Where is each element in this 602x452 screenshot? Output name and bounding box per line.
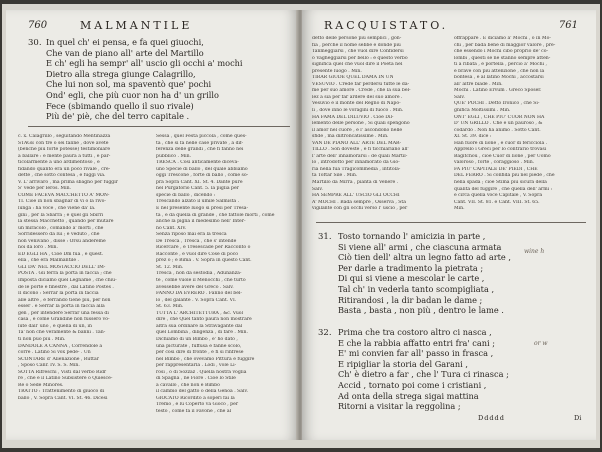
note-line: a ballare : e mente paura a tutti , e par- <box>18 153 111 159</box>
verse-line: E che la rabbia affatto entri fra' cani ; <box>338 337 496 348</box>
note-line: uno Specie di ballo , del quale abbiamo <box>156 166 248 172</box>
note-line: Apprello i Greci per lo contrario trovasi <box>454 147 547 153</box>
note-line: testo , come fa il Favone , che al <box>156 408 232 414</box>
right-page <box>302 10 596 440</box>
note-line: lo , del galante . V. Sopra Cant. VI. <box>156 297 237 303</box>
note-line: Cant. VII. St. 81. e Cant. VIII. St. 65. <box>454 199 540 205</box>
note-line: Min. <box>454 206 465 212</box>
note-line: GIOCATO Ricordito a soperi fai la <box>156 395 235 401</box>
note-line: V. L' arrivaro , ma prima sbagnò per fuggir <box>18 179 118 185</box>
note-line: S' vede per Ieros. Min. <box>18 186 71 192</box>
verse-line: Fece (sbimando quello il suo rivale) <box>46 100 194 111</box>
handwritten-margin-note-2: or w <box>534 340 548 347</box>
note-line: Ricercare , e Tresescade per Raccontò o <box>156 245 251 251</box>
note-line: casa , e come Grandine non fussero vo- <box>18 317 110 323</box>
catchword: Di <box>574 414 582 422</box>
verse-line: Ritorni a visitar la reggolina ; <box>338 401 461 412</box>
note-line: rosi , o di Sozzaz . Quella nostra voglia <box>156 369 247 375</box>
note-line: una picturate , fuffusa e fanne scolo, <box>156 343 242 349</box>
verse-line: Tosto tornando l' amicizia in parte , <box>338 231 486 241</box>
stanza-32 <box>338 327 509 412</box>
note-line: VAN DE PIANO ALL' ARTE DEL MAR- <box>312 140 402 146</box>
note-line: A' MOCHI . Bada sempre , Osserva , Sta <box>312 199 406 205</box>
notes-column-right-1 <box>312 36 450 213</box>
note-line: qualità del fuggire , che quella dell' armi : <box>454 186 553 192</box>
note-line: ED EGLI HA , Cioè Dm fua , e quest. <box>18 251 104 257</box>
note-line: ticolarmente a uno ardimentoso , e <box>18 160 100 166</box>
note-line: COME FACEVA MACCHETTO A' MON- <box>18 192 110 198</box>
note-line: D' UN GRILLO . Che è un pauroso , & <box>454 121 543 127</box>
note-line: XI. St. 39. dice : <box>454 134 492 140</box>
verse-line: Per darle a tradimento la pietrata ; <box>338 262 484 273</box>
left-page <box>6 10 298 440</box>
note-line: prez o ; e Bima . V. Sopra in questo Cant. <box>156 258 252 264</box>
note-line: Impostà diciamo quel Legname , che chiu- <box>18 278 117 284</box>
note-line: Ta' non che veramente & banni . Tan- <box>18 330 106 336</box>
stanza-31 <box>338 231 511 316</box>
note-line: lombi , questi se ne stanno sempre atten- <box>454 55 551 61</box>
note-line: avessebbe avere del Greco . Salv. <box>156 284 234 290</box>
note-line: , Sposo Canr. IV. S. S. Min. <box>18 363 80 369</box>
verse-line: Tal ch' in vederla tanto scompigliata , <box>338 283 495 294</box>
note-line: TRESCA . Così anticamente diceva- <box>156 160 239 166</box>
note-line: Salv. <box>312 186 323 192</box>
note-line: re , che è il Latino Subsistere o Quiesce- <box>18 376 113 382</box>
note-line: lute dall' uno , e quella di un, in <box>18 323 92 329</box>
note-line: fidando quanto era un poco rivale , cre- <box>18 166 111 172</box>
running-head-right: RACQUISTATO. <box>324 19 449 32</box>
note-line: pra Sopra Cant. XI. St. 4. Dante pure <box>156 179 243 185</box>
note-line: GLI DA' NEL MOSTACCIO DELL' IM- <box>18 264 106 270</box>
open-book <box>2 4 600 448</box>
note-line: specie di ballo , dicendo : <box>156 192 216 198</box>
note-line: corre . Latino Si vox pede- . Un <box>18 350 91 356</box>
note-line: ti a ribata , e portella , perciò a' Mochi , <box>454 62 547 68</box>
note-line: St. 63. Min. <box>156 304 184 310</box>
note-line: Bagitchou , cioè Cuor di lione , per Uomo <box>454 153 551 159</box>
verse-line: Che van de piano all' arte del Martillo <box>46 47 204 58</box>
note-line: noi da loro . Min. <box>18 245 58 251</box>
verse-line: Dietro alla strega giunge Calagrillo, <box>46 68 196 79</box>
note-line: dette , che sotto contesa , e fuggi via. <box>18 173 106 179</box>
note-line: HA FAMA DEL DILUVIO . Cioè Dil- <box>312 114 394 120</box>
note-line: offrappare . E diciamo a' Mochi , o in Mo- <box>454 36 551 41</box>
note-line: Vesuvio è il monte del Regno di Napo- <box>312 101 401 107</box>
note-line: Han fuore di lione , e cuor di fericciola . <box>454 140 548 146</box>
note-line: Mochi . Latino Ervum . Greco Sposer. <box>454 88 542 94</box>
note-line: e circa quella voce Capitale , V. Sopra <box>454 193 543 199</box>
note-line: FANNO DA EVRERO . Fanno del bel- <box>156 291 242 297</box>
note-line: FA PIU' CAPITALE DE' PIEDI , CHE <box>454 166 538 172</box>
note-line: esser . e Serrar la porta in faccia alla <box>18 304 105 310</box>
note-line: VESUVIO . Crede far perdersi tutte le da- <box>312 81 410 87</box>
note-line: codardo . Non ha animo . Sotto Cant. <box>454 127 541 133</box>
verse-line: In quel ch' ei pensa, e fa quei giuochi, <box>46 37 204 47</box>
verse-line: Basta , basta , non più , dentro le lame . <box>338 305 504 316</box>
note-line: detto delle persone più semplici , gon- <box>312 36 402 41</box>
note-line: DANDOLE A CANNA , Correndole a <box>18 343 103 349</box>
note-line: TRATTO : Trattenimento di giuoco di <box>18 389 105 395</box>
stanza-number-32: 32. <box>318 328 332 338</box>
note-line: TI. Cioè in non sbagnar di vi o la rivo- <box>18 199 106 205</box>
note-line: chi , per bada bene di maggior valore , pre- <box>454 42 556 48</box>
note-line: di Spagna , ne Fiore . Cioè lo Stile <box>156 376 236 382</box>
note-line: te , come vuole il Menocchi , che turto <box>156 278 246 284</box>
verse-line: Accid , tornato poi come i cristiani , <box>338 379 487 390</box>
note-line: De Tresca , Tresca , che s' intende <box>156 238 237 244</box>
note-line: nel Bimbo , che ovevamo Pittura e fuggire <box>156 356 255 362</box>
note-line: anche la piglia il medesimo nell' Inter- <box>156 219 246 225</box>
note-line: lo , introdotto per innamorato da Gio- <box>312 160 400 166</box>
note-line: E nel presente luogo si presi per Tresa- <box>156 206 249 212</box>
note-line: Tremo , e lu Coperto va Gioco , per <box>156 402 239 408</box>
verse-line: Ch' è dietro a far , che l' Tura ci rinasca ; <box>338 369 509 380</box>
verse-line: Di qui si viene a mescolar le carte , <box>338 273 485 284</box>
note-line: TILLO . Son doveste , e fi ticchiariano all' <box>312 147 409 153</box>
note-line: ta Toftar Sile . Min. <box>312 173 358 179</box>
note-line: presente luogo . Min. <box>312 68 362 74</box>
note-line: HA SEMPRE ALL' USCIO GLI OCCHI <box>312 193 400 199</box>
verse-line: Prima che tra costoro altro ci nasca , <box>338 327 492 337</box>
note-line: Sorridessero da lui ; e veduto , che <box>18 232 100 238</box>
note-line: il amor nel cuore , e l' ascondono nelle <box>312 127 403 133</box>
verse-notes-divider-left <box>28 126 290 127</box>
note-line: Sessa , quel Festa piccola , come ques- <box>156 134 247 139</box>
stanza-30 <box>46 37 243 122</box>
verse-line: Ritirandosi , la dir badan le dame ; <box>338 294 483 305</box>
note-line: Tresca , non da sestodia , Adunanza- <box>156 271 242 277</box>
notes-column-left-2 <box>156 134 292 416</box>
note-line: per così dire di fronte , e fi si rinfrese <box>156 350 244 356</box>
note-line: significa quel che vuol dire il Poeta nel <box>312 62 403 68</box>
page-number-right: 761 <box>558 20 578 31</box>
note-line: c. x. Calagrillo , seguitando Mentinazza <box>18 134 111 139</box>
note-line: o Vagheggiarsi per bello : e questo verbo <box>312 55 408 61</box>
note-line: all' altre biade . Min. <box>454 81 503 87</box>
note-line: ti non può più . Min. <box>18 336 66 342</box>
note-line: DEL FERRO . Si confida più nel piede , che <box>454 173 555 179</box>
note-line: de le porte e finestre , dal Latino Postes . <box>18 284 114 290</box>
note-line: STAGE con tre o sei faline , dove avete <box>18 140 109 146</box>
note-line: gen , per intendere Serrar una fessa di <box>18 310 109 316</box>
verse-line: Si viene all' armi , che ciascuna armata <box>338 241 502 252</box>
note-line: sfide , ma diltroncatissime . Min. <box>312 134 389 140</box>
page-number-left: 760 <box>28 20 48 31</box>
note-line: ONT' EGLI , CHE PIU' CUOR NON HA <box>454 114 545 120</box>
note-line: Salv. <box>454 94 465 100</box>
note-line: Dichiamo di un Bimbo , e' ho dato , <box>156 336 238 342</box>
note-line: Martillo da Mirra , pianta di Venere . <box>312 180 399 186</box>
stanza-number-31: 31. <box>318 232 332 242</box>
note-line: TUTTA L' ARCHITETTURA , &c. Vuol <box>156 310 244 316</box>
note-line: nella spada ; cioè Stima più sicura della <box>454 180 547 186</box>
verse-line: E' mi convien far all' passo in frasca , <box>338 348 494 359</box>
note-line: Il dicono : Serrar la porta in faccia <box>18 291 99 297</box>
note-line: pubblico . Min. <box>156 153 192 159</box>
stanza-number-30: 30. <box>28 38 42 48</box>
note-line: altra sua ordinare la Stravagante dal <box>156 323 243 329</box>
note-line: gnifica Moltissimi . Min. <box>454 108 511 114</box>
note-line: fia , perchè il nome sebbe è donde più <box>312 42 401 48</box>
note-line: un miracolo , comando a' morti , che <box>18 225 104 231</box>
note-line: Racconte , e vuol dire Cose di poco <box>156 251 239 257</box>
note-line: lemento delle persone , Sì quali spengono <box>312 121 410 127</box>
verse-line: Che lui non sol, ma spaventò que' pochi <box>46 79 212 90</box>
note-line: ria nella fua Tragicommedia , intitola- <box>312 166 401 172</box>
note-line: lez a sia per far ardere del suo amore . <box>312 94 403 100</box>
notes-column-left-1 <box>18 134 152 402</box>
note-line: vigilante con gli occhi verso l' uscio , per <box>312 206 408 212</box>
note-line: ta , che si fa nelle case private , a dif- <box>156 140 244 146</box>
note-line: quel Lombina , diligenza , di fare . Min. <box>156 330 248 336</box>
note-line: TIRAR GIUDE QUEL DAMA IN UN <box>312 75 394 81</box>
note-line: ferenza delle grandi , che fi fanno nei <box>156 147 244 153</box>
note-line: ta , e da quella di grande , che fattole morti , come <box>156 212 275 218</box>
note-line: SOTTA Rifreschi , Visti dal verbo Ridr <box>18 369 107 375</box>
note-line: li , dove inno le voragini di fuoco . Min. <box>312 108 404 114</box>
note-line: Tanmeggiarsi , che vuol dire Confidersi <box>312 49 404 55</box>
signature-mark: Ddddd <box>478 414 505 422</box>
note-line: ballo , V. Sopra Cant. VI. St. 46. Dicesi <box>18 395 108 401</box>
note-line: il cambio del gatto o della Genoa . Salv. <box>156 389 249 395</box>
note-line: St. 12. Min. <box>156 264 184 270</box>
note-line: la stessa Macchetto , quando per mutare <box>18 219 114 225</box>
note-line: dire , che Quel tanto paura non mostrare <box>156 317 252 323</box>
verse-line: Ond' egli, che più cuor non ha d' un grillo <box>46 89 219 100</box>
note-line: a cavallo , che non è Bimbo <box>156 382 220 388</box>
note-line: e brave con più attenzione , che non la <box>454 68 545 74</box>
note-line: no Cant. XIV. <box>156 225 187 231</box>
verse-line: E ripigliar la storia del Garani , <box>338 358 469 369</box>
note-line: Trescando alzato il umile Salmista . <box>156 199 240 205</box>
running-head-left: MALMANTILE <box>80 19 193 32</box>
note-line: non venivano , disse : Orsù andereme <box>18 238 106 244</box>
note-line: ella , che era Malmantile . <box>18 258 79 264</box>
note-line: oggi Trescone , forte di ballo , come so- <box>156 173 249 179</box>
verse-line: Ciò tien dell' altra un legno fatto ad arte , <box>338 252 511 263</box>
verse-line: Più de' piè, che del terro capitale . <box>46 111 190 122</box>
note-line: gini , per la Sbarra ; e quel gli Sbirri <box>18 212 104 218</box>
note-line: POSTA . Gli ferra la porta in faccia ; che <box>18 271 112 277</box>
verse-line: Ad onta della strega sigai mattina <box>338 390 479 401</box>
handwritten-margin-note-1: wine h <box>524 248 545 255</box>
notes-column-right-2 <box>454 36 590 213</box>
note-line: (benchè più forte potesse) testimoniare <box>18 147 111 153</box>
note-line: bontesa , e al latino Mochi , accostarsi <box>454 75 544 81</box>
note-line: l' arte dell' innamorarsi : de quali Martil- <box>312 153 408 159</box>
note-line: me per suo amore . Crede , che la sua bel- <box>312 88 411 94</box>
note-line: SCONTARE d' Alienazione , Ruttar <box>18 356 99 362</box>
note-line: nel Purgatorio Cant. 5. la piglia per <box>156 186 239 192</box>
note-line: Senza riposo mai era la tresca <box>156 232 227 238</box>
note-line: per rappresentarla . Lodi , vole Li- <box>156 363 237 369</box>
notes-verse-divider-right <box>316 222 586 223</box>
verse-line: E ch' egli ha sempr' all' uscio gli occhi a' mochi <box>46 58 243 69</box>
note-line: alle altre , e ferrando tiene più, per non <box>18 297 111 303</box>
note-line: QUE' POCHI . Detto Ironico , che Si- <box>454 101 540 107</box>
note-line: lunga : ha voce , che viene da' la. <box>18 206 96 212</box>
note-line: Re o Sede Minores. <box>18 382 64 388</box>
note-line: chè essendo i Mochi cibo proprio de' co- <box>454 49 549 55</box>
note-line: valoroso , forte , coraggioso . Min. <box>454 160 535 166</box>
